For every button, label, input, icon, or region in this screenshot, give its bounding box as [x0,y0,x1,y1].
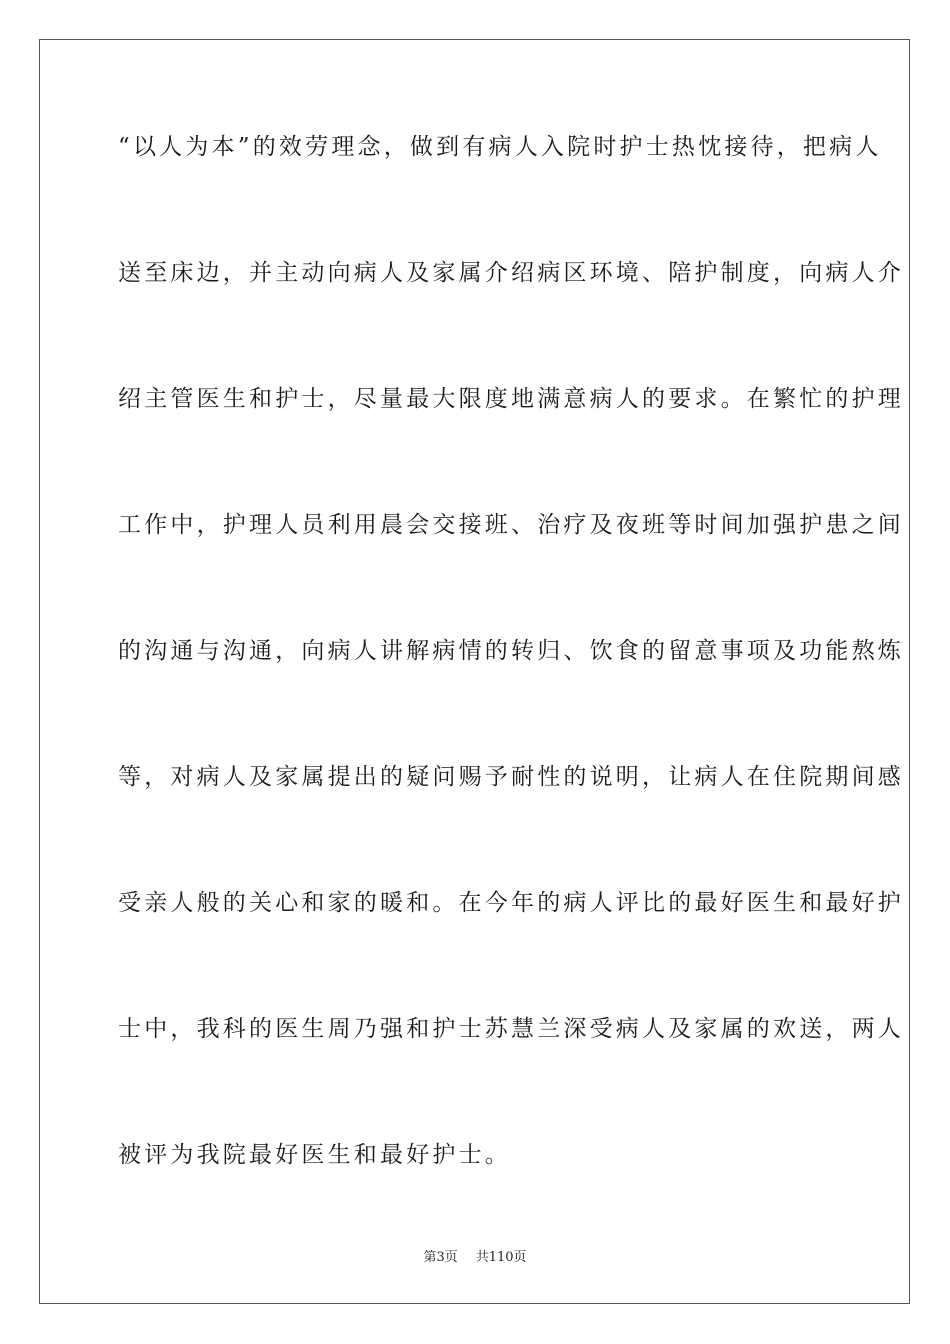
total-pages: 共110页 [475,1250,527,1265]
body-line-6: 等，对病人及家属提出的疑问赐予耐性的说明，让病人在住院期间感 [118,764,904,790]
body-line-5: 的沟通与沟通，向病人讲解病情的转归、饮食的留意事项及功能熬炼 [118,638,904,664]
body-line-3: 绍主管医生和护士，尽量最大限度地满意病人的要求。在繁忙的护理 [118,386,904,412]
body-line-1: “以人为本”的效劳理念，做到有病人入院时护士热忱接待，把病人 [118,134,882,160]
body-line-9: 被评为我院最好医生和最好护士。 [118,1142,511,1168]
document-body [118,127,904,1261]
body-line-4: 工作中，护理人员利用晨会交接班、治疗及夜班等时间加强护患之间 [118,512,904,538]
page-number: 第3页 [423,1250,458,1265]
body-line-8: 士中，我科的医生周乃强和护士苏慧兰深受病人及家属的欢送，两人 [118,1016,904,1042]
page-footer [0,1246,950,1265]
body-line-2: 送至床边，并主动向病人及家属介绍病区环境、陪护制度，向病人介 [118,260,904,286]
body-line-7: 受亲人般的关心和家的暖和。在今年的病人评比的最好医生和最好护 [118,890,904,916]
